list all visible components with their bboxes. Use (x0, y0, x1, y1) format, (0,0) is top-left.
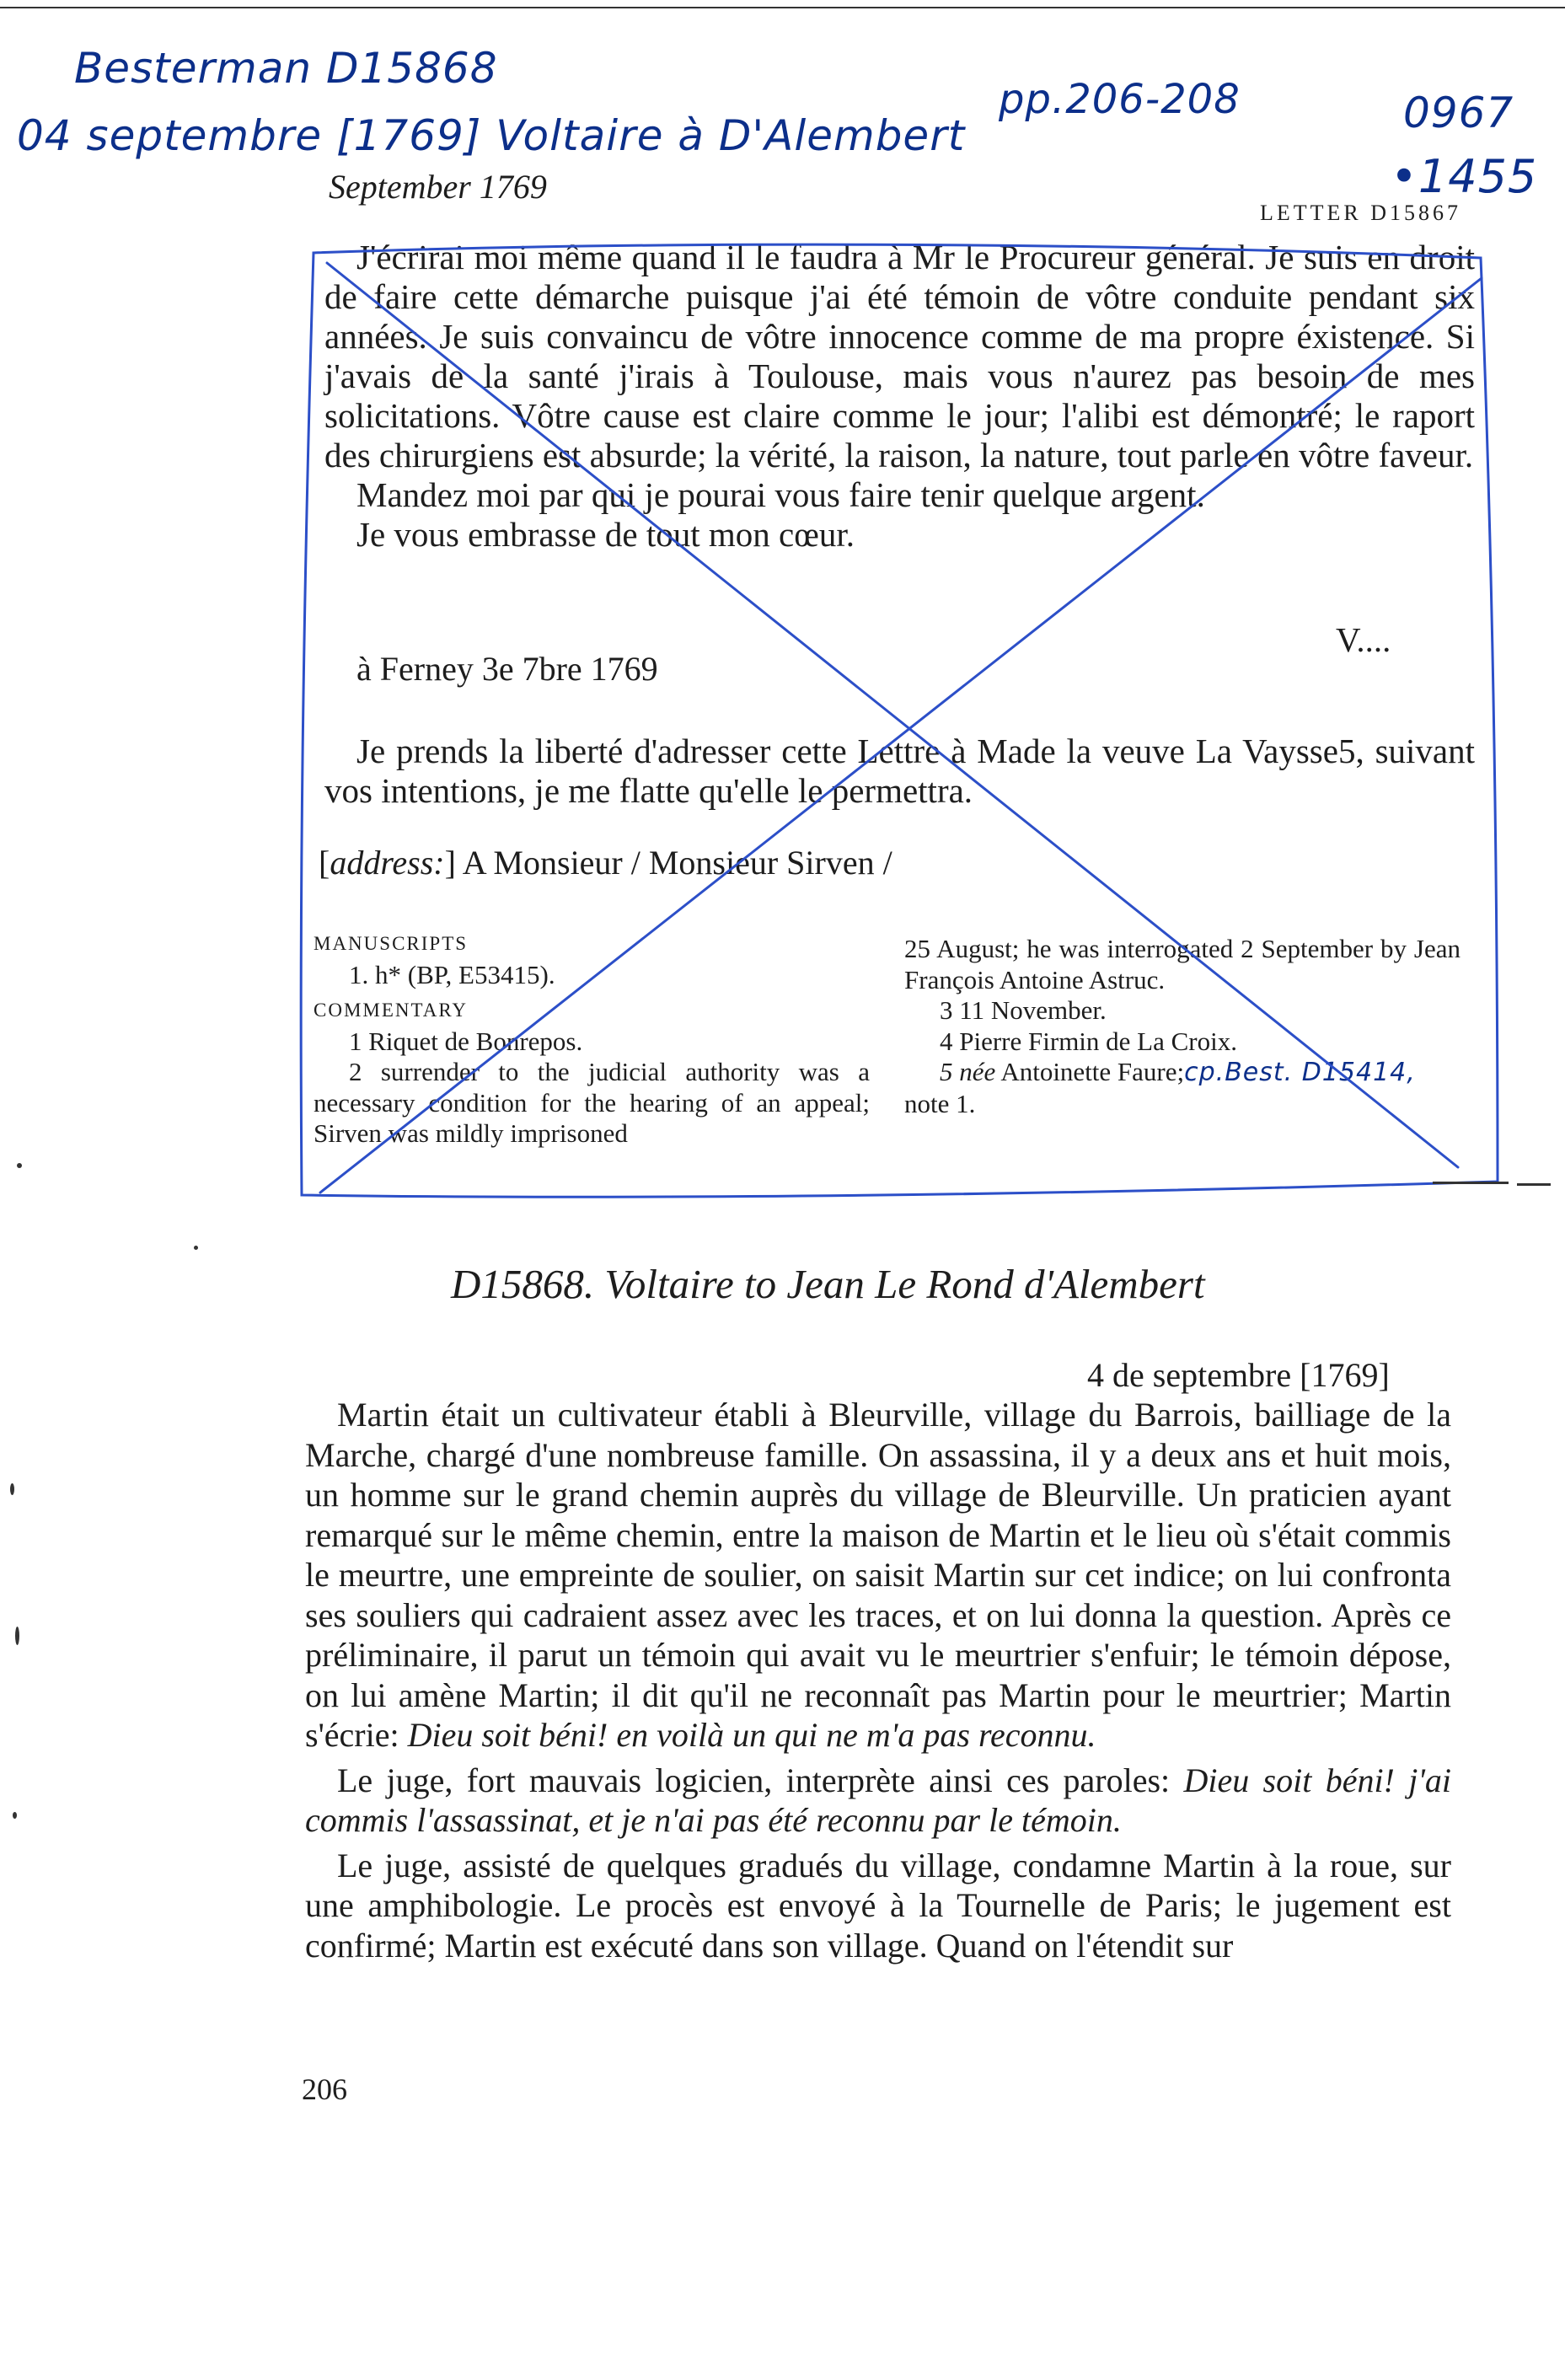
prev-letter-postscript (324, 732, 1475, 811)
running-header-letter: LETTER D15867 (1260, 201, 1462, 225)
scan-dash (1433, 1182, 1509, 1184)
annotation-besterman: Besterman D15868 (74, 44, 498, 93)
next-letter-paragraph-1 (305, 1395, 1451, 1756)
prev-letter-address: [address:] A Monsieur / Monsieur Sirven / (319, 844, 892, 882)
prev-letter-paragraph-1: J'écrirai moi même quand il le faudra à Mr le Procureur général. Je suis en droit de faire cette démarche puisque j'ai été témoin de vôtre conduite pendant six années. Je suis convaincu de vôtre innocence comme de ma propre éxistence. Si j'avais de la santé j'irais à Toulouse, mais vous n'aurez pas besoin de mes solicitations. Vôtre cause est claire comme le jour; l'alibi est démontré; le raport des chirurgiens est absurde; la vérité, la raison, la nature, tout parle en vôtre faveur. (324, 238, 1475, 474)
commentary-note-2: 2 surrender to the judicial authority was a necessary condition for the hearing of an appeal; Sirven was mildly imprisoned (314, 1057, 870, 1148)
annotation-ref-0967: 0967 (1403, 88, 1514, 137)
next-letter-body (305, 1395, 1451, 1965)
next-letter-paragraph-2 (305, 1761, 1451, 1841)
next-p1-italic: Dieu soit béni! en voilà un qui ne m'a pas reconnu. (407, 1716, 1096, 1754)
running-header-date: September 1769 (329, 168, 547, 206)
address-label: address: (330, 844, 445, 882)
next-p2-text: Le juge, fort mauvais logicien, interprète ainsi ces paroles: (337, 1761, 1184, 1799)
commentary-note-2-cont: 25 August; he was interrogated 2 September by Jean François Antoine Astruc. (904, 934, 1460, 994)
prev-letter-paragraph-2: Mandez moi par qui je pourai vous faire tenir quelque argent. (356, 475, 1205, 514)
note-5-italic: 5 née (940, 1057, 996, 1086)
scan-speck (17, 1163, 22, 1168)
manuscript-item: 1. h* (BP, E53415). (349, 959, 555, 989)
scan-dash (0, 7, 1565, 8)
scan-speck (10, 1483, 14, 1495)
next-letter-paragraph-3: Le juge, assisté de quelques gradués du village, condamne Martin à la roue, sur une amphibologie. Le procès est envoyé à la Tournelle de Paris; le jugement est confirmé; Martin est exécuté dans son village. Quand on l'étendit sur (305, 1846, 1451, 1965)
prev-letter-dateline: à Ferney 3e 7bre 1769 (356, 650, 658, 688)
scan-speck (194, 1246, 198, 1250)
prev-letter-signature: V.... (1336, 620, 1391, 659)
commentary-heading: COMMENTARY (314, 1000, 469, 1021)
commentary-note-5-cont: note 1. (904, 1088, 976, 1118)
annotation-ref-1455: •1455 (1391, 150, 1538, 203)
note-5-text: Antoinette Faure; (995, 1057, 1185, 1086)
commentary-note-3: 3 11 November. (940, 995, 1107, 1025)
note-5-handwritten: cp.Best. D15414, (1184, 1058, 1416, 1087)
commentary-note-4: 4 Pierre Firmin de La Croix. (940, 1026, 1237, 1056)
address-text: A Monsieur / Monsieur Sirven / (462, 844, 892, 882)
prev-letter-body (324, 238, 1475, 555)
annotation-date-title: 04 septembre [1769] Voltaire à D'Alembert (17, 111, 966, 160)
next-letter-date: 4 de septembre [1769] (1087, 1356, 1390, 1394)
next-p2-italic: Dieu soit béni! j'ai commis l'assassinat, et je n'ai pas été reconnu par le témoin. (305, 1761, 1451, 1839)
scan-speck (13, 1812, 17, 1819)
next-letter-title: D15868. Voltaire to Jean Le Rond d'Alembert (451, 1261, 1205, 1307)
scan-speck (15, 1627, 19, 1645)
prev-letter-paragraph-3: Je vous embrasse de tout mon cœur. (356, 515, 855, 554)
notes-right-column (904, 934, 1460, 1119)
prev-letter-paragraph-4: Je prends la liberté d'adresser cette Lettre à Made la veuve La Vaysse5, suivant vos intentions, je me flatte qu'elle le permettra. (324, 732, 1475, 810)
next-p1-text: Martin était un cultivateur établi à Bleurville, village du Barrois, bailliage de la Marche, chargé d'une nombreuse famille. On assassina, il y a deux ans et huit mois, un homme sur le grand chemin auprès du village de Bleurville. Un praticien ayant remarqué sur le même chemin, entre la maison de Martin et le lieu où s'était commis le meurtre, une empreinte de soulier, on saisit Martin sur cet indice; on lui confronta ses souliers qui cadraient assez avec les traces, et on lui donna la question. Après ce préliminaire, il parut un témoin qui avait vu le meurtrier s'enfuir; le témoin dépose, on lui amène Martin; il dit qu'il ne reconnaît pas Martin pour le meurtrier; Martin s'écrie: (305, 1396, 1451, 1754)
commentary-note-5 (904, 1057, 1460, 1089)
annotation-pages: pp.206-208 (999, 76, 1241, 123)
scan-dash (1517, 1183, 1551, 1186)
page-number: 206 (302, 2072, 347, 2106)
manuscripts-heading: MANUSCRIPTS (314, 933, 469, 954)
commentary-note-1: 1 Riquet de Bonrepos. (349, 1026, 583, 1056)
notes-left-column (314, 929, 870, 1150)
